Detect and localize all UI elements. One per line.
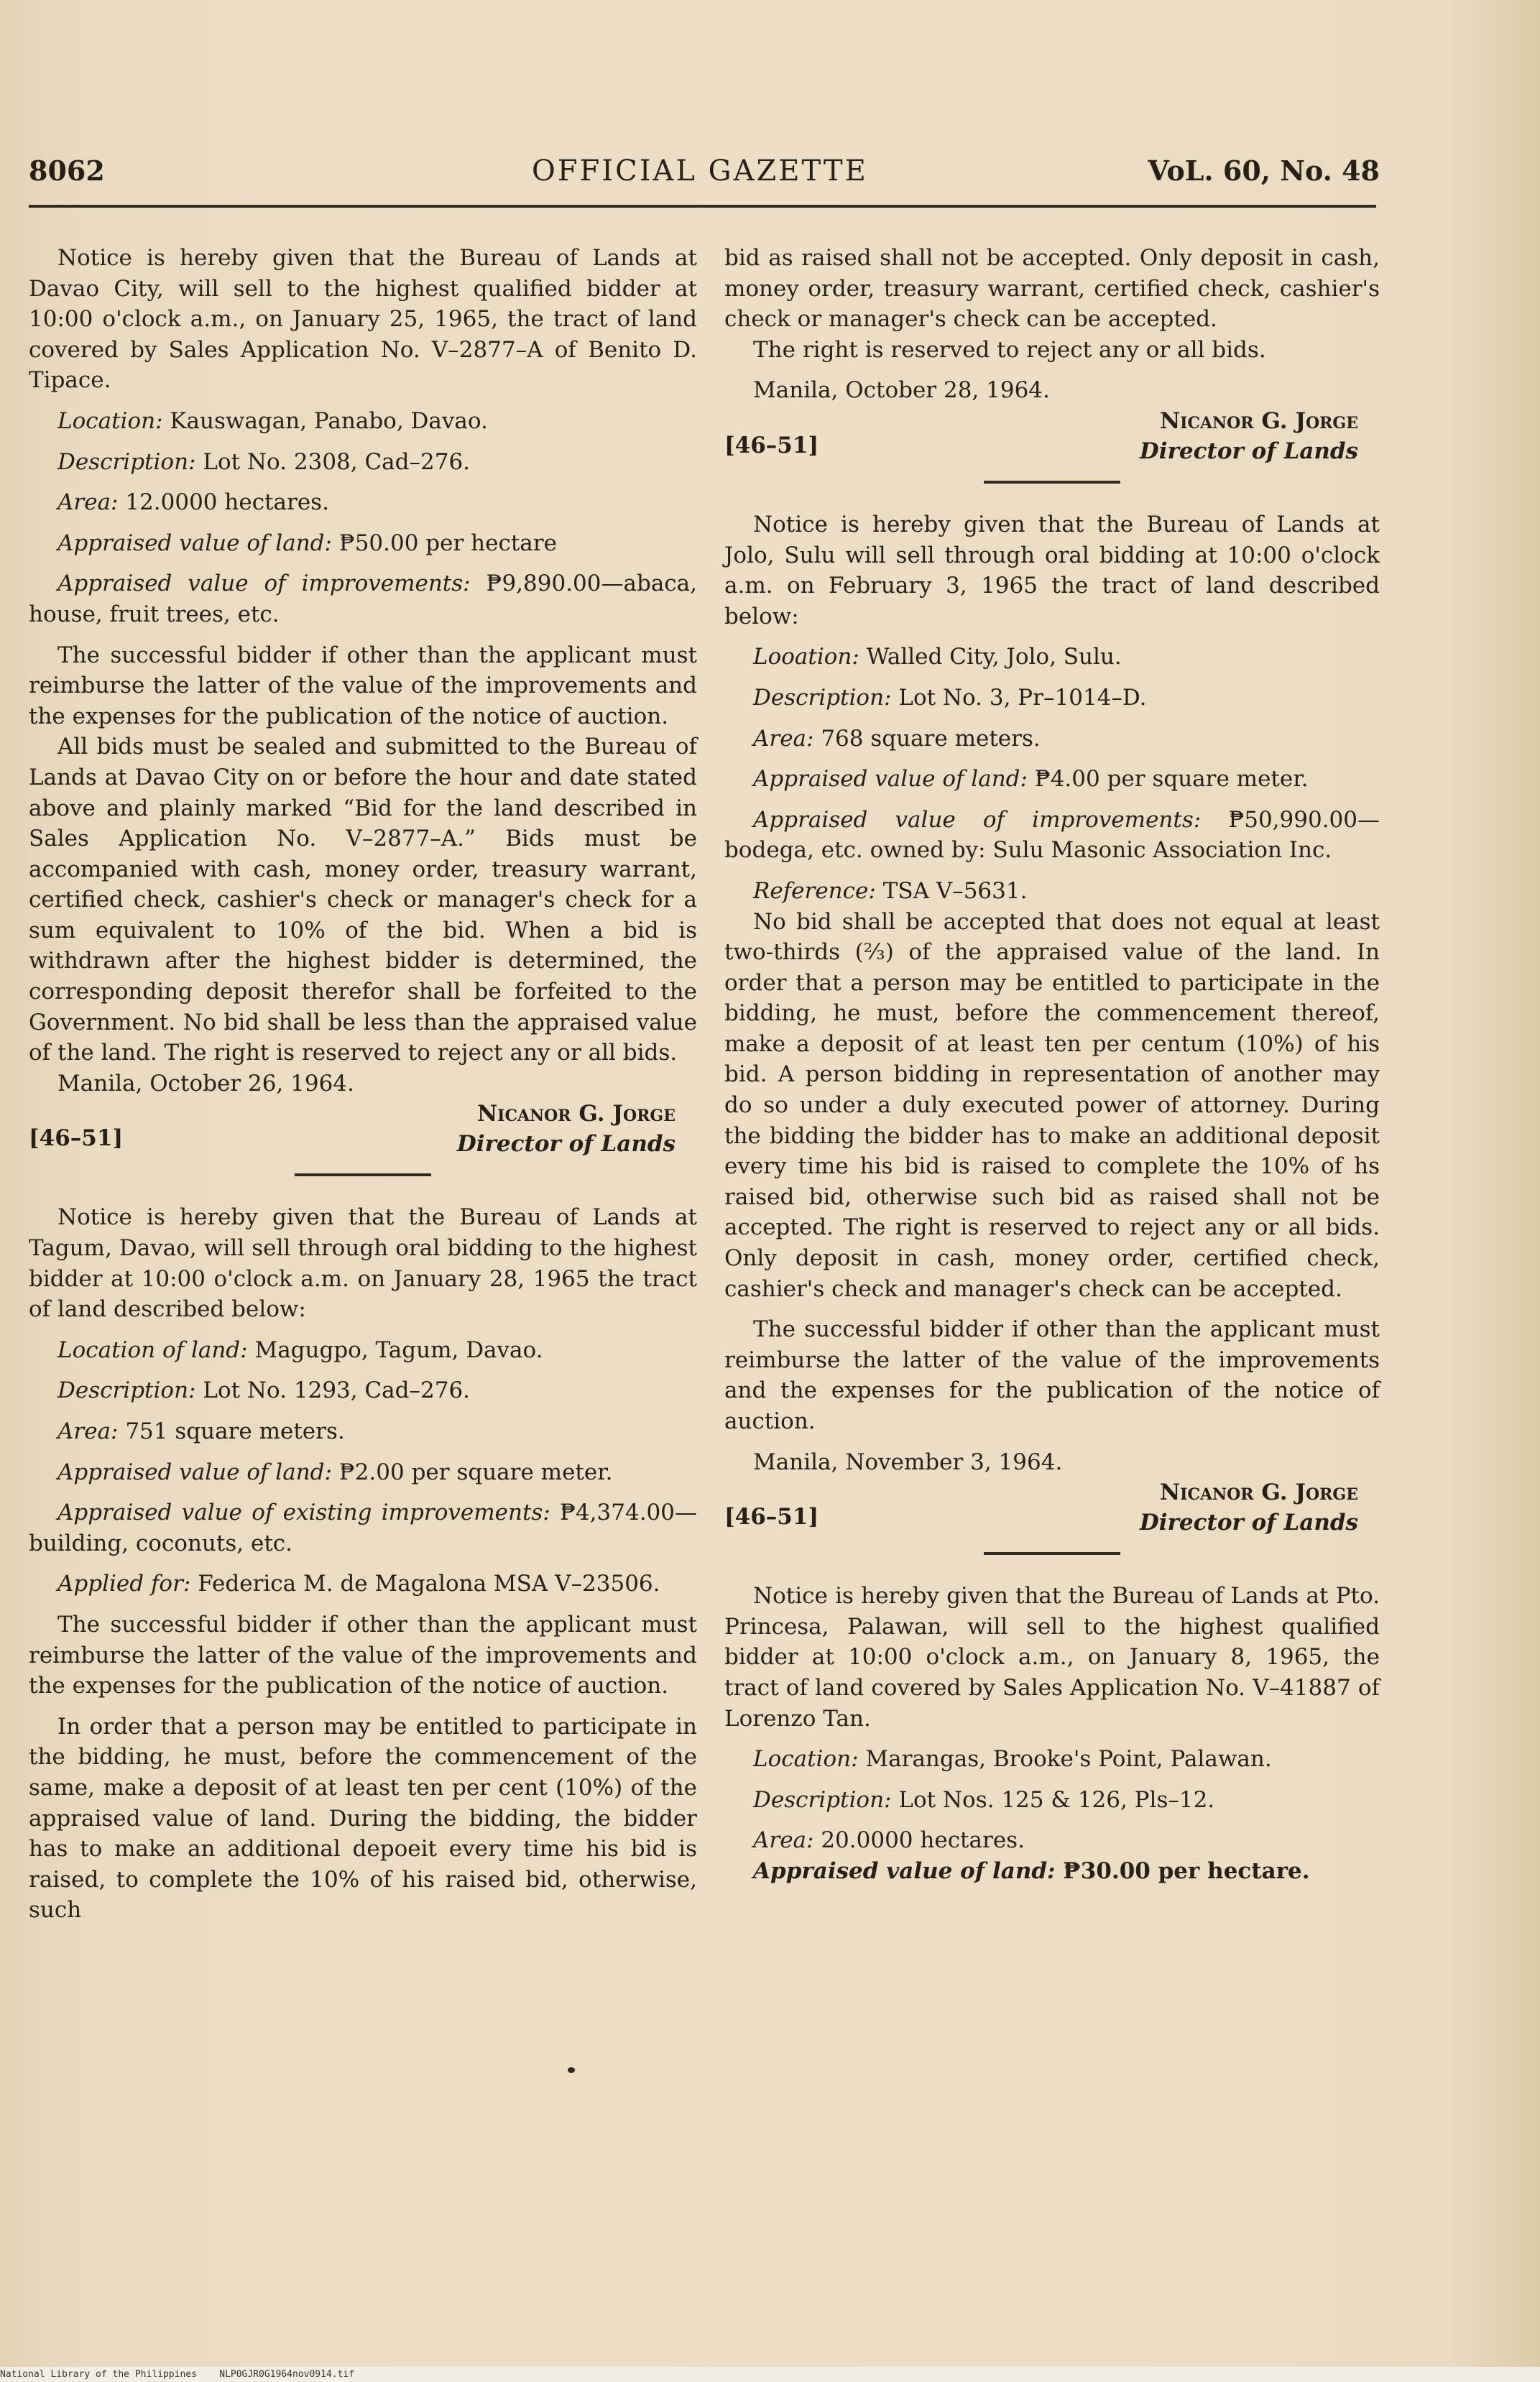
field-appraised-improvements: Appraised value of improvements: ₱9,890.00—abaca, house, fruit trees, etc. bbox=[29, 571, 697, 627]
notice-paragraph: The successful bidder if other than the applicant must reimburse the latter of the value of the improvements and the expenses for the publication of the notice of auction. bbox=[724, 1316, 1380, 1434]
field-area: Area: 12.0000 hectares. bbox=[57, 489, 329, 516]
notice-separator bbox=[295, 1173, 431, 1176]
notice-continuation bbox=[724, 243, 1380, 484]
notice-paragraph: No bid shall be accepted that does not equal at least two-thirds (⅔) of the appraised value of the land. In order that a person may be entitled to participate in the bidding, he must, before the commencement thereof, make a deposit of at least ten per centum (10%) of his bid. A person bidding in representation of another may do so under a duly executed power of attorney. During the bidding the bidder has to make an additional deposit every time his bid is raised to complete the 10% of hs raised bid, otherwise such bid as raised shall not be accepted. The right is reserved to reject any or all bids. Only deposit in cash, money order, certified check, cashier's check and manager's check can be accepted. bbox=[724, 908, 1380, 1302]
field-location: Location: Kauswagan, Panabo, Davao. bbox=[57, 407, 488, 434]
signer-name: Nicanor G. Jorge bbox=[1159, 407, 1358, 434]
volume-number: VoL. 60, No. 48 bbox=[1148, 154, 1380, 187]
publication-title: OFFICIAL GAZETTE bbox=[532, 154, 868, 188]
field-appraised-land: Appraised value of land: ₱2.00 per square meter. bbox=[57, 1459, 613, 1485]
notice-intro: Notice is hereby given that the Bureau of Lands at Jolo, Sulu will sell through oral bidding at 10:00 o'clock a.m. on February 3, 1965 the tract of land described below: bbox=[724, 511, 1380, 629]
field-location: Looation: Walled City, Jolo, Sulu. bbox=[753, 644, 1122, 670]
field-description: Description: Lot Nos. 125 & 126, Pls–12. bbox=[753, 1786, 1215, 1813]
left-column bbox=[29, 243, 697, 1926]
field-area: Area: 20.0000 hectares. bbox=[753, 1827, 1025, 1854]
signer-name: Nicanor G. Jorge bbox=[476, 1101, 676, 1127]
field-applied-for: Applied for: Federica M. de Magalona MSA V–23506. bbox=[57, 1571, 660, 1597]
notice-intro: Notice is hereby given that the Bureau of Lands at Pto. Princesa, Palawan, will sell to the highest qualified bidder at 10:00 o'clock a.m., on January 8, 1965, the tract of land covered by Sales Application No. V–41887 of Lorenzo Tan. bbox=[724, 1583, 1380, 1732]
field-reference: Reference: TSA V–5631. bbox=[753, 877, 1028, 904]
signature-block bbox=[724, 406, 1380, 468]
signature-block bbox=[29, 1099, 697, 1160]
field-appraised-improvements: Appraised value of existing improvements: ₱4,374.00—building, coconuts, etc. bbox=[29, 1500, 697, 1556]
notice-intro: Notice is hereby given that the Bureau of Lands at Tagum, Davao, will sell through oral bidding to the highest bidder at 10:00 o'clock a.m. on January 28, 1965 the tract of land described below: bbox=[29, 1204, 697, 1323]
notice-paragraph: All bids must be sealed and submitted to the Bureau of Lands at Davao City on or before the hour and date stated above and plainly marked “Bid for the land described in Sales Application No. V–2877–A.” Bids must be accompanied with cash, money order, treasury warrant, certified check, cashier's check or manager's check for a sum equivalent to 10% of the bid. When a bid is withdrawn after the highest bidder is determined, the corresponding deposit therefor shall be forfeited to the Government. No bid shall be less than the appraised value of the land. The right is reserved to reject any or all bids. bbox=[29, 734, 697, 1066]
signer-name: Nicanor G. Jorge bbox=[1159, 1479, 1358, 1506]
field-appraised-land: Appraised value of land: ₱4.00 per square meter. bbox=[753, 766, 1309, 793]
notice-paragraph: In order that a person may be entitled to participate in the bidding, he must, before the commencement of the same, make a deposit of at least ten per cent (10%) of the appraised value of land. During the bidding, the bidder has to make an additional depoeit every time his bid is raised, to complete the 10% of his raised bid, otherwise, such bbox=[29, 1713, 697, 1924]
field-description: Description: Lot No. 2308, Cad–276. bbox=[57, 448, 471, 475]
page-number: 8062 bbox=[29, 154, 105, 187]
notice-intro: Notice is hereby given that the Bureau of Lands at Davao City, will sell to the highest qualified bidder at 10:00 o'clock a.m., on January 25, 1965, the tract of land covered by Sales Application No. V–2877–A of Benito D. Tipace. bbox=[29, 245, 697, 394]
header-rule bbox=[29, 205, 1376, 208]
notice-paragraph: The successful bidder if other than the applicant must reimburse the latter of the value of the improvements and the expenses for the publication of the notice of auction. bbox=[29, 1611, 697, 1699]
issue-code: [46–51] bbox=[724, 1504, 819, 1531]
field-location: Location: Marangas, Brooke's Point, Palawan. bbox=[753, 1746, 1272, 1773]
field-description: Description: Lot No. 3, Pr–1014–D. bbox=[753, 684, 1147, 711]
notice-separator bbox=[984, 1552, 1120, 1555]
notice-date: Manila, November 3, 1964. bbox=[753, 1449, 1063, 1475]
notice-tagum bbox=[29, 1202, 697, 1925]
notice-palawan bbox=[724, 1581, 1380, 1886]
signer-title: Director of Lands bbox=[456, 1131, 676, 1158]
field-appraised-land: Appraised value of land: ₱50.00 per hectare bbox=[57, 530, 557, 556]
field-area: Area: 768 square meters. bbox=[753, 725, 1041, 752]
field-location: Location of land: Magugpo, Tagum, Davao. bbox=[57, 1337, 543, 1363]
right-column bbox=[724, 243, 1380, 1887]
notice-separator bbox=[984, 481, 1120, 484]
continuation-text: bid as raised shall not be accepted. Only deposit in cash, money order, treasury warrant, certified check, cashier's check or manager's check can be accepted. bbox=[724, 245, 1380, 333]
field-appraised-improvements: Appraised value of improvements: ₱50,990.00—bodega, etc. owned by: Sulu Masonic Association Inc. bbox=[724, 806, 1380, 864]
reservation-text: The right is reserved to reject any or all bids. bbox=[753, 336, 1266, 363]
notice-date: Manila, October 26, 1964. bbox=[57, 1070, 354, 1097]
page-header bbox=[29, 154, 1380, 198]
notice-davao bbox=[29, 243, 697, 1176]
ink-speck bbox=[568, 2067, 575, 2073]
notice-date: Manila, October 28, 1964. bbox=[753, 377, 1050, 404]
field-appraised-land: Appraised value of land: ₱30.00 per hectare. bbox=[753, 1857, 1310, 1884]
signature-block bbox=[724, 1477, 1380, 1539]
notice-jolo bbox=[724, 509, 1380, 1555]
issue-code: [46–51] bbox=[724, 432, 819, 458]
signer-title: Director of Lands bbox=[1139, 1510, 1358, 1536]
notice-paragraph: The successful bidder if other than the applicant must reimburse the latter of the value of the improvements and the expenses for the publication of the notice of auction. bbox=[29, 642, 697, 729]
issue-code: [46–51] bbox=[29, 1125, 124, 1152]
field-area: Area: 751 square meters. bbox=[57, 1418, 345, 1444]
scan-footer: National Library of the Philippines NLP0GJR0G1964nov0914.tif bbox=[0, 2367, 1540, 2382]
field-description: Description: Lot No. 1293, Cad–276. bbox=[57, 1377, 471, 1404]
signer-title: Director of Lands bbox=[1139, 438, 1358, 464]
